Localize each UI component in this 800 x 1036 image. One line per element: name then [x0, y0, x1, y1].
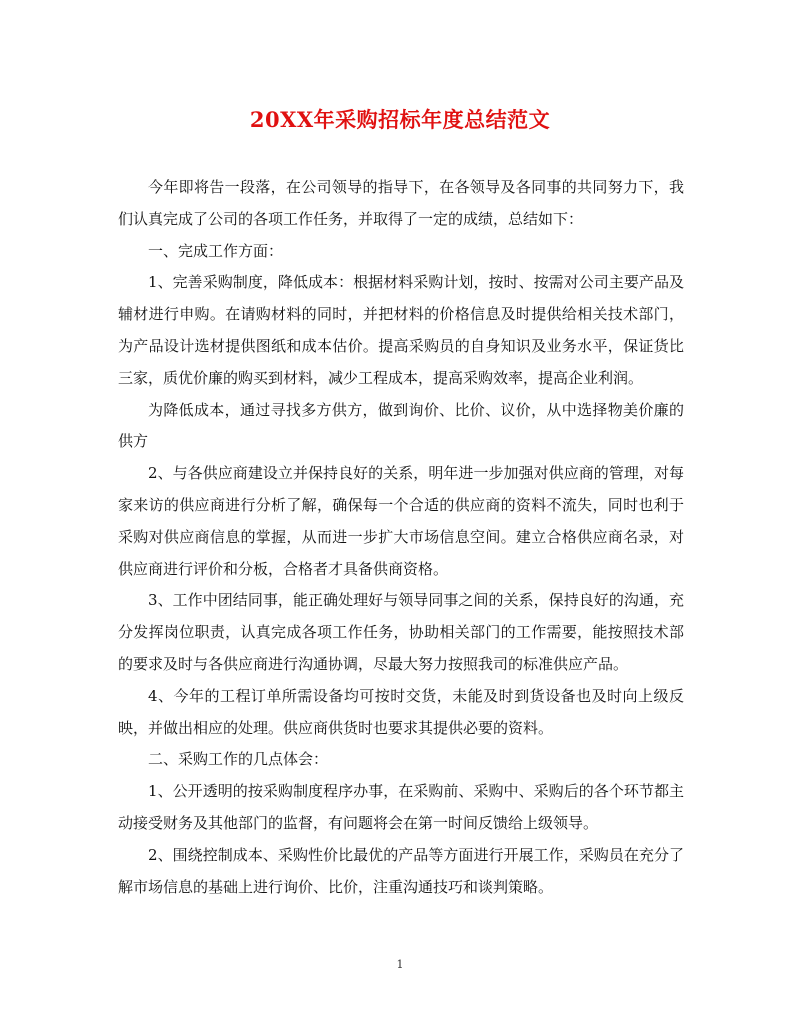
- body-paragraph: 2、与各供应商建设立并保持良好的关系，明年进一步加强对供应商的管理，对每家来访的供应商进行分析了解，确保每一个合适的供应商的资料不流失，同时也利于采购对供应商信息的掌握，从而进一步扩大市场信息空间。建立合格供应商名录，对供应商进行评价和分板，合格者才具备供商资格。: [118, 464, 684, 578]
- body-paragraph: 1、公开透明的按采购制度程序办事，在采购前、采购中、采购后的各个环节都主动接受财务及其他部门的监督，有问题将会在第一时间反馈给上级领导。: [118, 782, 684, 832]
- document-title: 20XX年采购招标年度总结范文: [249, 107, 551, 132]
- body-paragraph: 为降低成本，通过寻找多方供方，做到询价、比价、议价，从中选择物美价廉的供方: [118, 400, 684, 451]
- document-body: [118, 172, 684, 903]
- intro-paragraph: 今年即将告一段落，在公司领导的指导下，在各领导及各同事的共同努力下，我们认真完成了公司的各项工作任务，并取得了一定的成绩，总结如下：: [118, 178, 684, 228]
- section-heading-experiences: 二、采购工作的几点体会：: [148, 750, 329, 769]
- body-paragraph: 3、工作中团结同事，能正确处理好与领导同事之间的关系，保持良好的沟通，充分发挥岗位职责，认真完成各项工作任务，协助相关部门的工作需要，能按照技术部的要求及时与各供应商进行沟通协调，尽最大努力按照我司的标准供应产品。: [118, 591, 684, 673]
- body-paragraph: 1、完善采购制度，降低成本：根据材料采购计划，按时、按需对公司主要产品及辅材进行申购。在请购材料的同时，并把材料的价格信息及时提供给相关技术部门，为产品设计选材提供图纸和成本估价。提高采购员的自身知识及业务水平，保证货比三家，质优价廉的购买到材料，减少工程成本，提高采购效率，提高企业利润。: [118, 273, 684, 387]
- page-number: 1: [396, 958, 404, 971]
- body-paragraph: 2、围绕控制成本、采购性价比最优的产品等方面进行开展工作，采购员在充分了解市场信息的基础上进行询价、比价，注重沟通技巧和谈判策略。: [118, 845, 684, 896]
- section-heading-work-completed: 一、完成工作方面：: [148, 241, 284, 260]
- body-paragraph: 4、今年的工程订单所需设备均可按时交货，未能及时到货设备也及时向上级反映，并做出相应的处理。供应商供货时也要求其提供必要的资料。: [118, 686, 684, 737]
